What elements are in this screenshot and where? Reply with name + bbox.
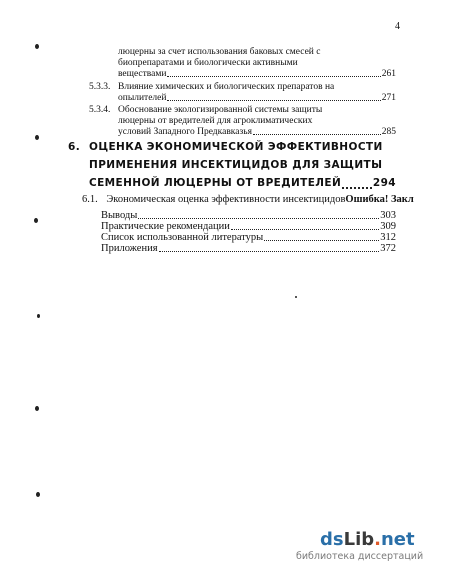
toc-entry-appendices[interactable] [101,243,396,255]
logo-subtitle: библиотека диссертаций [296,551,424,562]
toc-entry-61[interactable] [82,194,450,205]
scan-mark [37,314,40,318]
logo-part: Lib [343,529,375,550]
logo-part: ds [320,529,344,550]
bookmark-error-text: Ошибка! Закл [345,194,414,205]
dot-leader [138,217,379,219]
toc-entry-number: 5.3.4. [89,105,111,115]
toc-entry-text: Экономическая оценка эффективности инсектицидов [106,194,346,205]
chapter-title-line[interactable]: ПРИМЕНЕНИЯ ИНСЕКТИЦИДОВ ДЛЯ ЗАЩИТЫ [89,159,383,171]
toc-entry-page: 309 [380,221,396,232]
dot-leader [253,133,381,135]
dot-leader [231,228,379,230]
dot-leader [167,99,380,101]
toc-entry-text: условий Западного Предкавказья [118,127,252,137]
toc-entry-number: 5.3.3. [89,82,111,92]
toc-entry-text: опылителей [118,93,167,103]
toc-continued-line: биопрепаратами и биологически активными [118,58,298,68]
toc-entry-text[interactable]: Обоснование экологизированной системы защиты [118,105,323,115]
chapter-6-entry[interactable] [89,175,396,192]
chapter-title-line: СЕМЕННОЙ ЛЮЦЕРНЫ ОТ ВРЕДИТЕЛЕЙ [89,177,342,189]
toc-entry-page: 312 [380,232,396,243]
toc-entry-page: 303 [380,210,396,221]
scan-mark [35,406,39,411]
toc-entry-page: 271 [381,93,396,103]
dslib-logo[interactable] [320,529,415,550]
toc-entry-text[interactable]: Влияние химических и биологических препаратов на [118,82,335,92]
logo-part: net [380,529,415,550]
dot-leader [264,239,379,241]
toc-entry-534[interactable] [118,127,396,138]
page-number: 4 [395,21,400,32]
toc-entry-text: Выводы [101,210,138,221]
toc-entry-page: 261 [381,69,396,79]
toc-entry-page: 285 [381,127,396,137]
scan-mark [35,44,39,49]
scan-mark [34,218,38,223]
toc-continued-line: люцерны за счет использования баковых смесей с [118,47,321,57]
toc-entry-continued-end[interactable] [118,69,396,80]
toc-entry-text: Список использованной литературы [101,232,264,243]
scan-mark [36,492,40,497]
toc-entry-text: Практические рекомендации [101,221,230,232]
chapter-page: 294 [372,177,396,189]
toc-entry-text: веществами [118,69,167,79]
chapter-title-line[interactable]: ОЦЕНКА ЭКОНОМИЧЕСКОЙ ЭФФЕКТИВНОСТИ [89,141,383,153]
chapter-number: 6. [68,141,81,153]
scan-mark [295,296,297,298]
toc-entry-text: Приложения [101,243,158,254]
dot-leader [342,186,372,189]
logo-part: . [374,529,381,550]
toc-entry-page: 372 [380,243,396,254]
scan-mark [35,135,39,140]
dot-leader [159,250,380,252]
dot-leader [167,75,380,77]
toc-entry-text: люцерны от вредителей для агроклиматических [118,116,313,126]
toc-entry-number: 6.1. [82,194,98,205]
toc-entry-533[interactable] [118,93,396,104]
